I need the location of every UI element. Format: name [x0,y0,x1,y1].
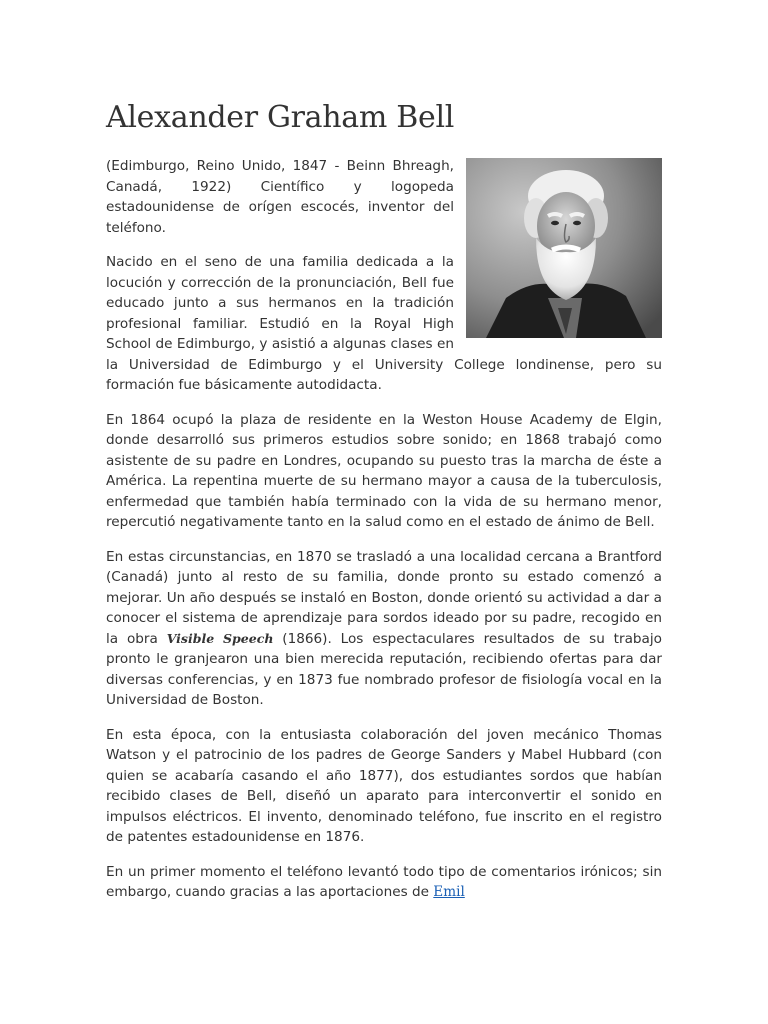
intro-paragraph: (Edimburgo, Reino Unido, 1847 - Beinn Bhreagh, Canadá, 1922) Científico y logopeda estadounidense de orígen escocés, inventor del teléfono. [106,158,454,236]
article [106,96,662,917]
portrait-photo [466,158,662,338]
paragraph-text: (1866). Los espectaculares resultados de su trabajo pronto le granjearon una bien merecida reputación, recibiendo ofertas para dar diversas conferencias, y en 1873 fue nombrado profesor de fisiología vocal en la Universidad de Boston. [106,630,662,708]
paragraph-boston [106,547,662,711]
paragraph-reception [106,862,662,903]
paragraph-text: En estas circunstancias, en 1870 se trasladó a una localidad cercana a Brantford (Canadá) junto al resto de su familia, donde pronto su estado comenzó a mejorar. Un año después se instaló en Boston, donde orientó su actividad a dar a conocer el sistema de aprendizaje para sordos ideado por su padre, recogido en la obra [106,548,662,647]
paragraph-early-career: En 1864 ocupó la plaza de residente en la Weston House Academy de Elgin, donde desarrolló sus primeros estudios sobre sonido; en 1868 trabajó como asistente de su padre en Londres, ocupando su puesto tras la marcha de éste a América. La repentina muerte de su hermano mayor a causa de la tuberculosis, enfermedad que también había terminado con la vida de su hermano menor, repercutió negativamente tanto en la salud como en el estado de ánimo de Bell. [106,411,662,530]
paragraph-text: En un primer momento el teléfono levantó todo tipo de comentarios irónicos; sin embargo, cuando gracias a las aportaciones de [106,863,662,900]
paragraph-telephone: En esta época, con la entusiasta colaboración del joven mecánico Thomas Watson y el patrocinio de los padres de George Sanders y Mabel Hubbard (con quien se acabaría casando el año 1877), dos estudiantes sordos que habían recibido clases de Bell, diseñó un aparato para interconvertir el sonido en impulsos eléctricos. El invento, denominado teléfono, fue inscrito en el registro de patentes estadounidense en 1876. [106,726,662,845]
paragraph-education: Nacido en el seno de una familia dedicada a la locución y corrección de la pronunciación, Bell fue educado junto a sus hermanos en la tradición profesional familiar. Estudió en la Royal High School de Edimburgo, y asistió a algunas clases en la Universidad de Edimburgo y el University College londinense, pero su formación fue básicamente autodidacta. [106,254,662,393]
page-title: Alexander Graham Bell [106,100,455,135]
book-title: Visible Speech [166,630,274,646]
link-emil[interactable]: Emil [433,884,465,900]
